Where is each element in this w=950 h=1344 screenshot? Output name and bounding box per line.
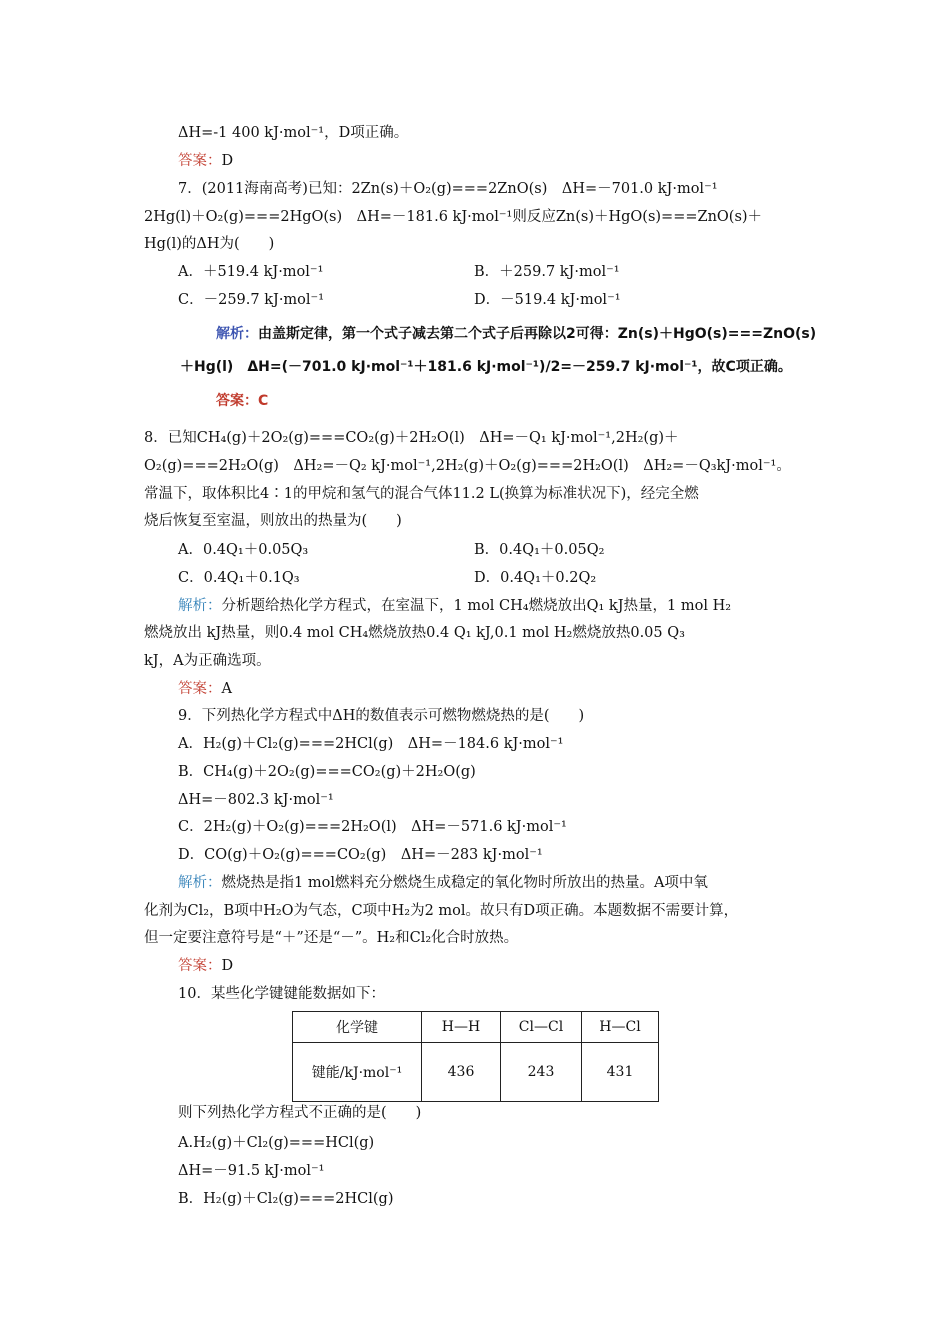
answer-label: 答案： bbox=[216, 393, 258, 409]
question-7-line-1: 7．(2011海南高考)已知：2Zn(s)＋O₂(g)===2ZnO(s) ΔH=－701.0 kJ·mol⁻¹ bbox=[178, 181, 718, 197]
question-9-answer-line bbox=[178, 957, 233, 975]
analysis-text: 燃烧热是指1 mol燃料充分燃烧生成稳定的氧化物时所放出的热量。A项中氧 bbox=[221, 875, 708, 891]
question-9-option-b: B．CH₄(g)＋2O₂(g)===CO₂(g)＋2H₂O(g) bbox=[178, 764, 476, 780]
question-7-option-d: D．－519.4 kJ·mol⁻¹ bbox=[474, 292, 621, 308]
question-8-option-a: A．0.4Q₁＋0.05Q₃ bbox=[178, 542, 309, 558]
table-header-row bbox=[293, 1012, 659, 1043]
question-8-option-b: B．0.4Q₁＋0.05Q₂ bbox=[474, 542, 605, 558]
question-7-option-c: C．－259.7 kJ·mol⁻¹ bbox=[178, 292, 325, 308]
analysis-text: 分析题给热化学方程式，在室温下，1 mol CH₄燃烧放出Q₁ kJ热量，1 mol H₂ bbox=[221, 598, 732, 614]
analysis-text: 由盖斯定律，第一个式子减去第二个式子后再除以2可得：Zn(s)＋HgO(s)===ZnO(s) bbox=[258, 326, 817, 342]
question-7-answer-line bbox=[216, 392, 268, 410]
question-7-line-2: 2Hg(l)＋O₂(g)===2HgO(s) ΔH=－181.6 kJ·mol⁻¹则反应Zn(s)＋HgO(s)===ZnO(s)＋ bbox=[144, 209, 763, 225]
analysis-label: 解析： bbox=[178, 875, 222, 891]
question-9-analysis-line-2: 化剂为Cl₂，B项中H₂O为气态，C项中H₂为2 mol。故只有D项正确。本题数据不需要计算， bbox=[144, 903, 739, 919]
bond-energy-table bbox=[292, 1011, 659, 1102]
table-cell: 436 bbox=[422, 1043, 501, 1102]
answer-value: D bbox=[221, 153, 234, 169]
question-8-answer-line bbox=[178, 680, 232, 698]
text-line: ΔH=-1 400 kJ·mol⁻¹，D项正确。 bbox=[178, 125, 409, 141]
table-header-cell: Cl—Cl bbox=[501, 1012, 582, 1043]
question-7-line-3: Hg(l)的ΔH为( ) bbox=[144, 236, 275, 252]
table-header-cell: 化学键 bbox=[293, 1012, 422, 1043]
question-9-option-c: C．2H₂(g)＋O₂(g)===2H₂O(l) ΔH=－571.6 kJ·mol⁻¹ bbox=[178, 819, 567, 835]
table-header-cell: H—H bbox=[422, 1012, 501, 1043]
question-10-line-1: 10．某些化学键键能数据如下： bbox=[178, 986, 385, 1002]
answer-value: D bbox=[221, 958, 234, 974]
table-cell: 431 bbox=[582, 1043, 659, 1102]
question-8-line-3: 常温下，取体积比4∶1的甲烷和氢气的混合气体11.2 L(换算为标准状况下)，经完全燃 bbox=[144, 486, 699, 502]
table-row-label: 键能/kJ·mol⁻¹ bbox=[293, 1043, 422, 1102]
question-10-option-a: A.H₂(g)＋Cl₂(g)===HCl(g) bbox=[178, 1135, 375, 1151]
answer-label: 答案： bbox=[178, 681, 222, 697]
question-8-option-c: C．0.4Q₁＋0.1Q₃ bbox=[178, 570, 300, 586]
question-8-analysis-line-1 bbox=[178, 597, 731, 615]
question-8-option-d: D．0.4Q₁＋0.2Q₂ bbox=[474, 570, 597, 586]
question-9-option-d: D．CO(g)＋O₂(g)===CO₂(g) ΔH=－283 kJ·mol⁻¹ bbox=[178, 847, 543, 863]
analysis-label: 解析： bbox=[178, 598, 222, 614]
answer-line bbox=[178, 152, 233, 170]
question-9-option-a: A．H₂(g)＋Cl₂(g)===2HCl(g) ΔH=－184.6 kJ·mol⁻¹ bbox=[178, 736, 564, 752]
question-8-analysis-line-3: kJ，A为正确选项。 bbox=[144, 653, 271, 669]
question-8-line-2: O₂(g)===2H₂O(g) ΔH₂=－Q₂ kJ·mol⁻¹,2H₂(g)＋O₂(g)===2H₂O(l) ΔH₂=－Q₃kJ·mol⁻¹。 bbox=[144, 458, 791, 474]
table-header-cell: H—Cl bbox=[582, 1012, 659, 1043]
question-10-option-a-dh: ΔH=－91.5 kJ·mol⁻¹ bbox=[178, 1163, 325, 1179]
question-8-line-4: 烧后恢复至室温，则放出的热量为( ) bbox=[144, 513, 402, 529]
question-10-line-2: 则下列热化学方程式不正确的是( ) bbox=[178, 1105, 422, 1121]
question-9-option-b-dh: ΔH=－802.3 kJ·mol⁻¹ bbox=[178, 792, 334, 808]
analysis-label: 解析： bbox=[216, 326, 258, 342]
question-9-analysis-line-3: 但一定要注意符号是“＋”还是“－”。H₂和Cl₂化合时放热。 bbox=[144, 930, 519, 946]
question-7-analysis-line-1 bbox=[216, 325, 816, 343]
question-10-option-b: B．H₂(g)＋Cl₂(g)===2HCl(g) bbox=[178, 1191, 394, 1207]
question-7-option-a: A．＋519.4 kJ·mol⁻¹ bbox=[178, 264, 324, 280]
answer-label: 答案： bbox=[178, 958, 222, 974]
answer-label: 答案： bbox=[178, 153, 222, 169]
question-9-analysis-line-1 bbox=[178, 874, 708, 892]
question-8-analysis-line-2: 燃烧放出 kJ热量，则0.4 mol CH₄燃烧放热0.4 Q₁ kJ,0.1 mol H₂燃烧放热0.05 Q₃ bbox=[144, 625, 685, 641]
answer-value: A bbox=[221, 681, 232, 697]
question-7-option-b: B．＋259.7 kJ·mol⁻¹ bbox=[474, 264, 620, 280]
question-7-analysis-line-2: ＋Hg(l) ΔH=(－701.0 kJ·mol⁻¹＋181.6 kJ·mol⁻¹)/2=－259.7 kJ·mol⁻¹，故C项正确。 bbox=[180, 359, 792, 375]
answer-value: C bbox=[258, 393, 269, 409]
table-cell: 243 bbox=[501, 1043, 582, 1102]
question-8-line-1: 8．已知CH₄(g)＋2O₂(g)===CO₂(g)＋2H₂O(l) ΔH=－Q₁ kJ·mol⁻¹,2H₂(g)＋ bbox=[144, 430, 679, 446]
question-9-line-1: 9．下列热化学方程式中ΔH的数值表示可燃物燃烧热的是( ) bbox=[178, 708, 585, 724]
table-row bbox=[293, 1043, 659, 1102]
